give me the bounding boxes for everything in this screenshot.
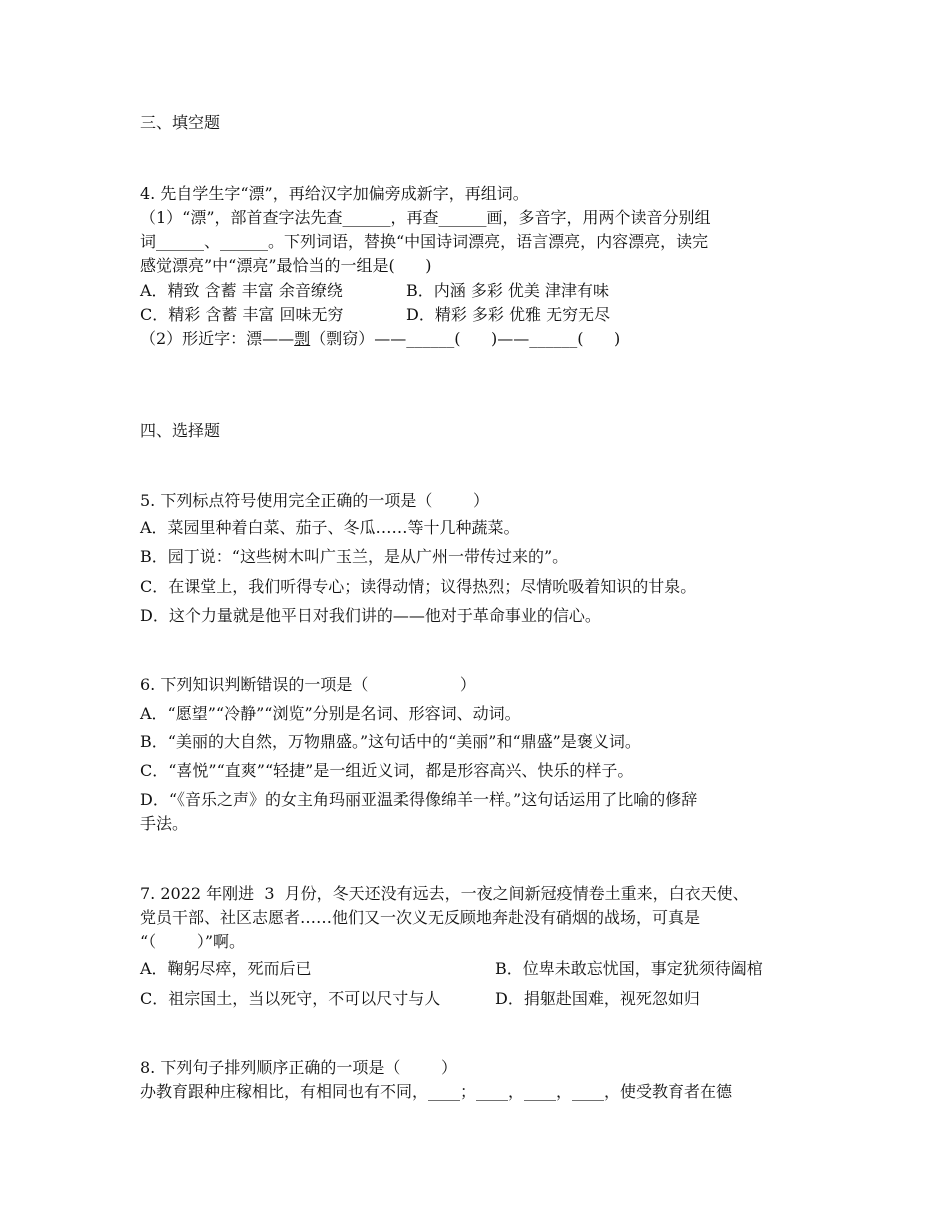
q6-option-d-line1: D．“《音乐之声》的女主角玛丽亚温柔得像绵羊一样。”这句话运用了比喻的修辞 xyxy=(140,790,698,809)
q4-part1-line2: 词______、______。下列词语，替换“中国诗词漂亮，语言漂亮，内容漂亮，读完 xyxy=(140,232,709,251)
q7-line2: 党员干部、社区志愿者……他们又一次义无反顾地奔赴没有硝烟的战场，可真是 xyxy=(140,908,701,927)
q5-stem: 5. 下列标点符号使用完全正确的一项是（ ） xyxy=(140,491,490,510)
q7-option-a: A．鞠躬尽瘁，死而后已 xyxy=(140,959,312,978)
q5-option-c: C．在课堂上，我们听得专心；读得动情；议得热烈；尽情吮吸着知识的甘泉。 xyxy=(140,577,697,596)
q5-option-d: D．这个力量就是他平日对我们讲的——他对于革命事业的信心。 xyxy=(140,606,601,625)
q5-option-b: B．园丁说：“这些树木叫广玉兰，是从广州一带传过来的”。 xyxy=(140,547,569,566)
q6-option-d-line2: 手法。 xyxy=(140,814,189,833)
q7-option-d: D．捐躯赴国难，视死忽如归 xyxy=(495,989,700,1008)
q8-stem: 8. 下列句子排列顺序正确的一项是（ ） xyxy=(140,1058,458,1077)
q7-line1: 7. 2022 年刚进 3 月份，冬天还没有远去，一夜之间新冠疫情卷土重来，白衣天使、 xyxy=(140,884,749,903)
section-heading-choice: 四、选择题 xyxy=(140,421,221,440)
q4-part2-underlined-char: 剽 xyxy=(294,329,311,348)
q4-part2-line xyxy=(140,328,620,350)
q4-option-d: D．精彩 多彩 优雅 无穷无尽 xyxy=(406,305,611,324)
q4-part2-suffix: （剽窃）——______( )——______( ) xyxy=(310,329,621,348)
q4-part1-line3: 感觉漂亮”中“漂亮”最恰当的一组是( ) xyxy=(140,256,432,275)
section-heading-fill-blank: 三、填空题 xyxy=(140,113,221,132)
q6-option-a: A．“愿望”“冷静”“浏览”分别是名词、形容词、动词。 xyxy=(140,704,521,723)
q4-stem: 4. 先自学生字“漂”，再给汉字加偏旁成新字，再组词。 xyxy=(140,184,529,203)
q7-option-b: B．位卑未敢忘忧国，事定犹须待阖棺 xyxy=(495,959,763,978)
q7-line3: “（ ）”啊。 xyxy=(140,932,246,951)
q6-option-c: C．“喜悦”“直爽”“轻捷”是一组近义词，都是形容高兴、快乐的样子。 xyxy=(140,761,634,780)
q4-option-a: A．精致 含蓄 丰富 余音缭绕 xyxy=(140,281,343,300)
q5-option-a: A．菜园里种着白菜、茄子、冬瓜……等十几种蔬菜。 xyxy=(140,518,520,537)
q4-option-c: C．精彩 含蓄 丰富 回味无穷 xyxy=(140,305,344,324)
q6-stem: 6. 下列知识判断错误的一项是（ ） xyxy=(140,675,476,694)
q7-option-c: C．祖宗国土，当以死守，不可以尺寸与人 xyxy=(140,989,441,1008)
q4-option-b: B．内涵 多彩 优美 津津有味 xyxy=(406,281,610,300)
q8-line1: 办教育跟种庄稼相比，有相同也有不同，____；____，____，____，使受教育者在德 xyxy=(140,1082,733,1101)
q6-option-b: B．“美丽的大自然，万物鼎盛。”这句话中的“美丽”和“鼎盛”是褒义词。 xyxy=(140,732,641,751)
q4-part2-prefix: （2）形近字：漂—— xyxy=(140,329,295,348)
q4-part1-line1: （1）“漂”，部首查字法先查______，再查______画，多音字，用两个读音分别组 xyxy=(140,208,711,227)
